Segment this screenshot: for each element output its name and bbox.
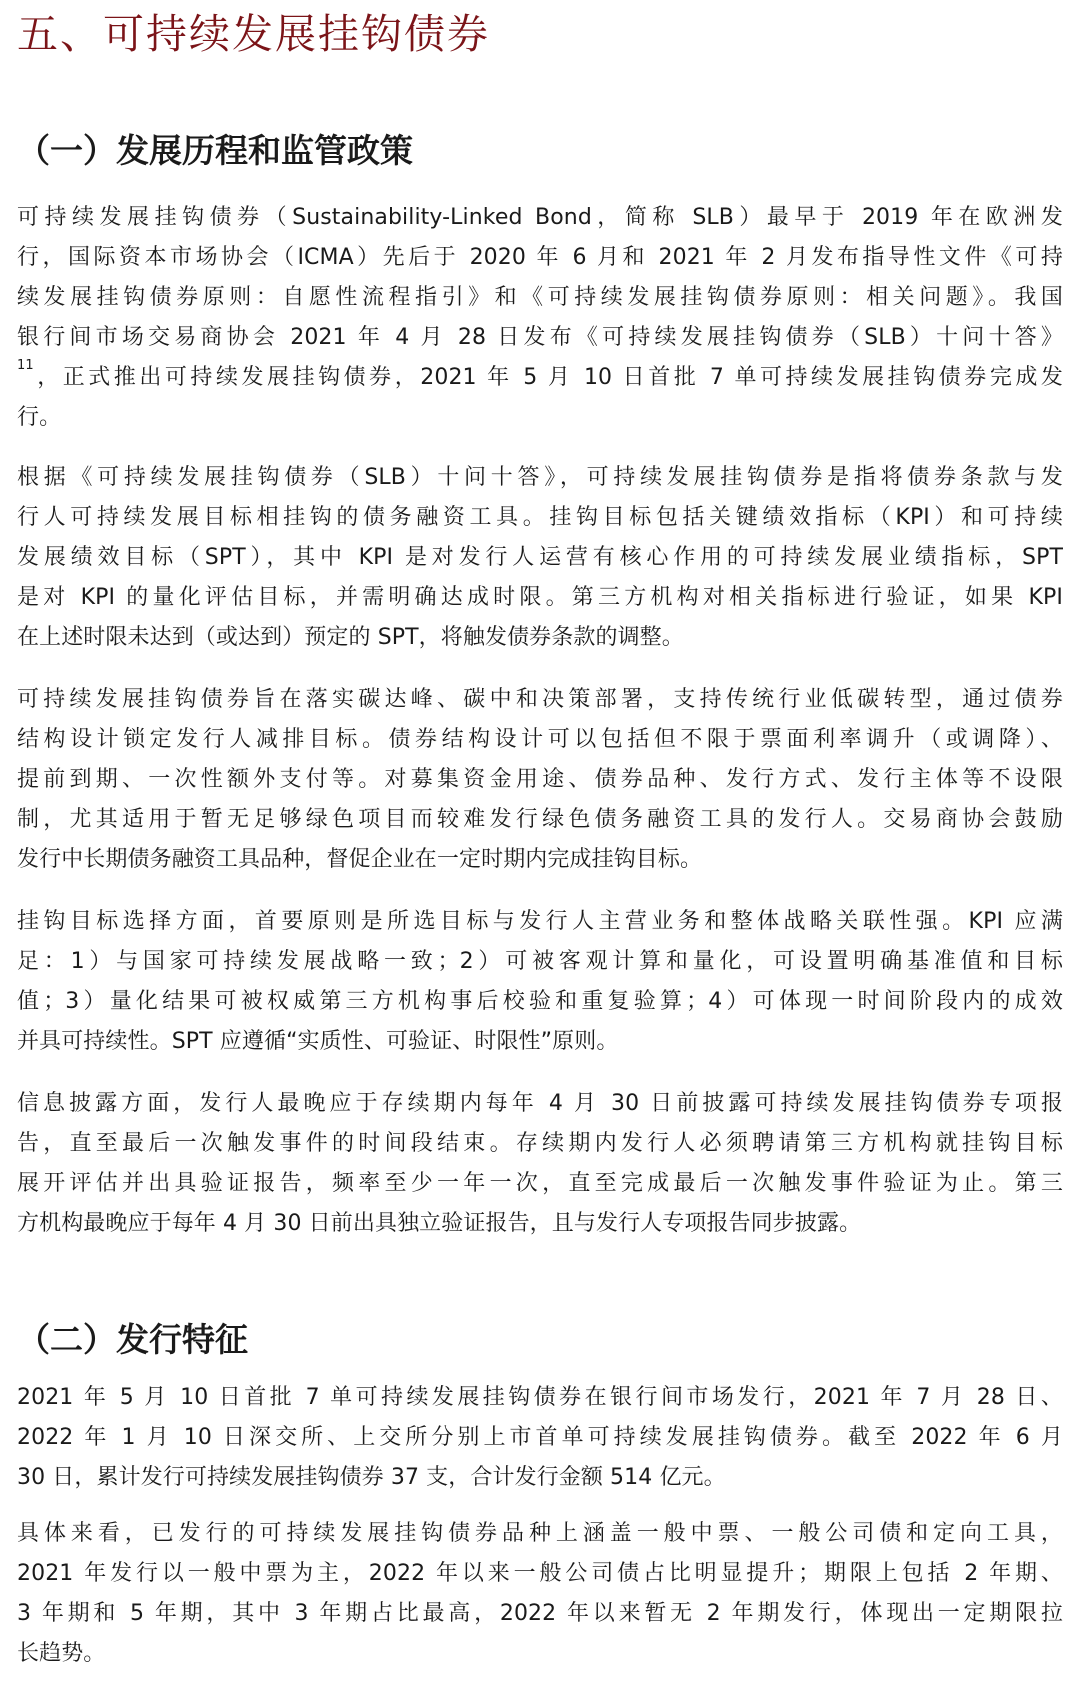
text-line: 行人可持续发展目标相挂钩的债务融资工具。挂钩目标包括关键绩效指标（KPI）和可持续 xyxy=(17,505,1063,530)
text-line: 结构设计锁定发行人减排目标。债券结构设计可以包括但不限于票面利率调升（或调降）、 xyxy=(17,727,1063,752)
text-line: 30 日，累计发行可持续发展挂钩债券 37 支，合计发行金额 514 亿元。 xyxy=(17,1465,726,1490)
footnote-marker: 11 xyxy=(17,358,34,373)
paragraph-slb-origin xyxy=(17,198,1063,438)
text-line: 在上述时限未达到（或达到）预定的 SPT，将触发债券条款的调整。 xyxy=(17,625,684,650)
text-line: 制，尤其适用于暂无足够绿色项目而较难发行绿色债务融资工具的发行人。交易商协会鼓励 xyxy=(17,807,1063,832)
text-line: 可持续发展挂钩债券旨在落实碳达峰、碳中和决策部署，支持传统行业低碳转型，通过债券 xyxy=(17,687,1063,712)
text-line: 是对 KPI 的量化评估目标，并需明确达成时限。第三方机构对相关指标进行验证，如果 KPI xyxy=(17,585,1063,610)
text-line: 2021 年发行以一般中票为主，2022 年以来一般公司债占比明显提升；期限上包括 2 年期、 xyxy=(17,1561,1063,1586)
paragraph-disclosure xyxy=(17,1084,1063,1244)
text-line: 发行中长期债务融资工具品种，督促企业在一定时期内完成挂钩目标。 xyxy=(17,847,703,872)
text-line: 长趋势。 xyxy=(17,1641,106,1666)
text-line-content: ，正式推出可持续发展挂钩债券，2021 年 5 月 10 日首批 7 单可持续发展挂钩债券完成发 xyxy=(33,365,1063,390)
text-line: 提前到期、一次性额外支付等。对募集资金用途、债券品种、发行方式、发行主体等不设限 xyxy=(17,767,1063,792)
text-line: 信息披露方面，发行人最晚应于存续期内每年 4 月 30 日前披露可持续发展挂钩债券专项报 xyxy=(17,1091,1063,1116)
paragraph-issuance-detail xyxy=(17,1514,1063,1674)
text-line: 根据《可持续发展挂钩债券（SLB）十问十答》，可持续发展挂钩债券是指将债券条款与发 xyxy=(17,465,1063,490)
section-title: 五、可持续发展挂钩债券 xyxy=(17,10,490,58)
text-line: 2022 年 1 月 10 日深交所、上交所分别上市首单可持续发展挂钩债券。截至 2022 年 6 月 xyxy=(17,1425,1063,1450)
paragraph-slb-definition xyxy=(17,458,1063,658)
text-line: 可持续发展挂钩债券（Sustainability-Linked Bond，简称 SLB）最早于 2019 年在欧洲发 xyxy=(17,205,1063,230)
text-line: 挂钩目标选择方面，首要原则是所选目标与发行人主营业务和整体战略关联性强。KPI 应满 xyxy=(17,909,1063,934)
text-line: 告，直至最后一次触发事件的时间段结束。存续期内发行人必须聘请第三方机构就挂钩目标 xyxy=(17,1131,1063,1156)
text-line: 续发展挂钩债券原则：自愿性流程指引》和《可持续发展挂钩债券原则：相关问题》。我国 xyxy=(17,285,1063,310)
text-line: 3 年期和 5 年期，其中 3 年期占比最高，2022 年以来暂无 2 年期发行，体现出一定期限拉 xyxy=(17,1601,1063,1626)
text-line: 展开评估并出具验证报告，频率至少一年一次，直至完成最后一次触发事件验证为止。第三 xyxy=(17,1171,1063,1196)
text-line: 足：1）与国家可持续发展战略一致；2）可被客观计算和量化，可设置明确基准值和目标 xyxy=(17,949,1063,974)
text-line: 具体来看，已发行的可持续发展挂钩债券品种上涵盖一般中票、一般公司债和定向工具， xyxy=(17,1521,1063,1546)
paragraph-issuance-summary xyxy=(17,1378,1063,1498)
text-line: 发展绩效目标（SPT），其中 KPI 是对发行人运营有核心作用的可持续发展业绩指标，SPT xyxy=(17,545,1063,570)
text-line: 并具可持续性。SPT 应遵循“实质性、可验证、时限性”原则。 xyxy=(17,1029,619,1054)
subsection-title-development-history: （一）发展历程和监管政策 xyxy=(17,131,413,170)
paragraph-slb-purpose xyxy=(17,680,1063,880)
text-line: 行。 xyxy=(17,405,62,430)
text-line: 银行间市场交易商协会 2021 年 4 月 28 日发布《可持续发展挂钩债券（SLB）十问十答》 xyxy=(17,325,1063,350)
text-line: 方机构最晚应于每年 4 月 30 日前出具独立验证报告，且与发行人专项报告同步披露。 xyxy=(17,1211,862,1236)
subsection-title-issuance-features: （二）发行特征 xyxy=(17,1320,248,1359)
text-line-with-footnote xyxy=(17,358,1063,398)
text-line: 行，国际资本市场协会（ICMA）先后于 2020 年 6 月和 2021 年 2 月发布指导性文件《可持 xyxy=(17,245,1063,270)
paragraph-kpi-selection xyxy=(17,902,1063,1062)
text-line: 2021 年 5 月 10 日首批 7 单可持续发展挂钩债券在银行间市场发行，2021 年 7 月 28 日、 xyxy=(17,1385,1063,1410)
text-line: 值；3）量化结果可被权威第三方机构事后校验和重复验算；4）可体现一时间阶段内的成效 xyxy=(17,989,1063,1014)
